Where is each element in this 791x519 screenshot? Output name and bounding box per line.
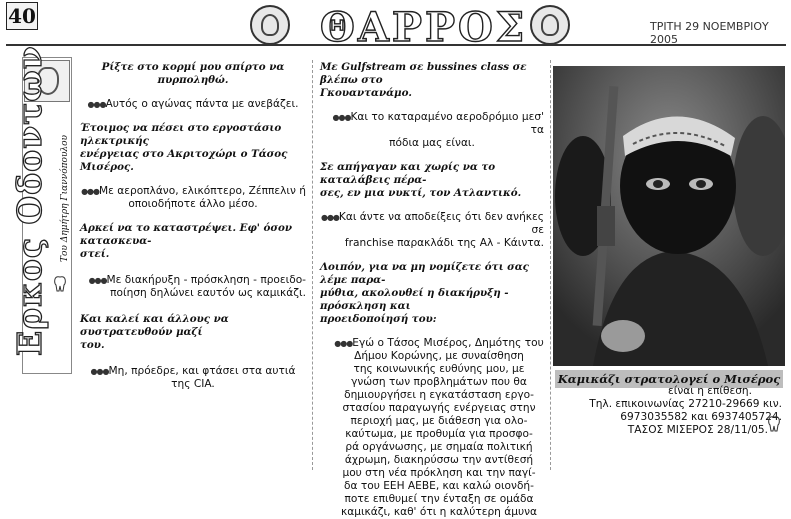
text-line: περιοχή μας, με διάθεση για ολο- [350, 415, 528, 427]
bullet-icon: ●●● [81, 187, 100, 196]
bullet-icon: ●●● [320, 213, 339, 222]
text-line: Λοιπόν, για να μη νομίζετε ότι σας λέμε παρα- [320, 261, 529, 286]
column-byline: Του Δημήτρη Γιαννόπουλου [60, 134, 70, 262]
text-line: Έτοιμος να πέσει στο εργοστάσιο ηλεκτρικής [80, 122, 282, 147]
text-line: μου στη νέα πρόκληση και την παγί- [342, 467, 536, 479]
text-line: ποίηση δηλώνει εαυτόν ως καμικάζι. [110, 287, 306, 299]
text-line: Γκουαντανάμο. [320, 87, 413, 99]
paragraph [320, 61, 544, 100]
paragraph [320, 111, 544, 150]
text-line: ρά οργάνωσης, με σημαία πολιτική [345, 441, 533, 453]
paragraph [80, 274, 306, 300]
paragraph [80, 313, 306, 352]
text-line: Δήμου Κορώνης, με συναίσθηση [354, 350, 524, 362]
text-line: ποτε επιθυμεί την ένταξη σε ομάδα [344, 493, 534, 505]
paragraph [80, 185, 306, 211]
text-line: σες, εν μια νυκτί, τον Ατλαντικό. [320, 187, 522, 199]
text-line: δημιουργήσει η εγκατάσταση εργο- [344, 389, 534, 401]
tooth-icon [54, 276, 66, 292]
text-line: δα του ΕΕΗ ΑΕΒΕ, και καλώ οιονδή- [344, 480, 534, 492]
text-line: στεί. [80, 248, 110, 260]
text-line: 6973035582 και 6937405724. [620, 411, 782, 423]
paragraph [80, 222, 306, 261]
bullet-icon: ●●● [334, 339, 353, 348]
photo-caption: Καμικάζι στρατολογεί ο Μισέρος [555, 370, 783, 388]
masthead: ΘΑΡΡΟΣ [320, 4, 528, 51]
left-seal-icon [250, 5, 290, 45]
text-line: προειδοποίησή του: [320, 313, 437, 325]
text-line: Αρκεί να το καταστρέψει. Εφ' όσον κατασκευα- [80, 222, 293, 247]
page-number: 40 [6, 2, 38, 30]
text-line: ΤΑΣΟΣ ΜΙΣΕΡΟΣ 28/11/05. [627, 424, 768, 436]
paragraph: Ρίξτε στο κορμί μου σπίρτο να πυρποληθώ. [101, 61, 285, 86]
text-line: Με διακήρυξη - πρόσκληση - προειδο- [106, 274, 306, 286]
text-line: του. [80, 339, 105, 351]
text-line: στασίου παραγωγής ενέργειας στην [342, 402, 536, 414]
text-line: γνώση των προβλημάτων που θα [351, 376, 527, 388]
paragraph [320, 211, 544, 250]
declaration-quote [334, 337, 544, 519]
bullet-icon: ●●● [87, 100, 106, 109]
text-line: της κοινωνικής ευθύνης μου, με [353, 363, 525, 375]
photo-illustration [553, 66, 785, 366]
text-line: Με Gulfstream σε bussines class σε βλέπω στο [320, 61, 527, 86]
text-line: είναι η επίθεση. [668, 385, 752, 397]
text-line: μύθια, ακολουθεί η διακήρυξη - πρόσκληση και [320, 287, 509, 312]
text-line: Εγώ ο Τάσος Μισέρος, Δημότης του [352, 337, 544, 349]
text-line: οποιοδήποτε άλλο μέσο. [128, 198, 258, 210]
text-line: Τηλ. επικοινωνίας 27210-29669 κιν. [589, 398, 782, 410]
text-line: καύτωμα, με προθυμία για προσφο- [345, 428, 533, 440]
column-1 [80, 61, 306, 391]
text-line: καμικάζι, καθ' ότι η καλύτερη άμυνα [340, 506, 538, 518]
tooth-icon [768, 416, 780, 432]
column-2 [320, 61, 544, 519]
text-line: πόδια μας είναι. [389, 137, 475, 149]
masked-man-photo [553, 66, 785, 366]
right-seal-icon [530, 5, 570, 45]
text-line: Και άντε να αποδείξεις ότι δεν ανήκες σε [338, 211, 544, 236]
bullet-icon: ●●● [88, 276, 107, 285]
text-line: άχρωμη, διακηρύσσω την αντίθεσή [344, 454, 534, 466]
paragraph [320, 161, 544, 200]
header-rule [6, 44, 786, 46]
paragraph [80, 365, 306, 391]
column-title: Ερκος Οδοντων [10, 45, 49, 356]
issue-date: ΤΡΙΤΗ 29 ΝΟΕΜΒΡΙΟΥ 2005 [650, 20, 769, 46]
text: Μη, πρόεδρε, και φτάσει στα αυτιά της CIA. [108, 365, 296, 390]
text-line: Σε απήγαγαν και χωρίς να το καταλάβεις πέρα- [320, 161, 496, 186]
text-line: ενέργειας στο Ακριτοχώρι ο Τάσος Μισέρος. [80, 148, 288, 173]
column-3-text [556, 385, 782, 437]
paragraph [80, 98, 306, 111]
column-separator [550, 60, 551, 470]
bullet-icon: ●●● [332, 113, 351, 122]
text-line: Με αεροπλάνο, ελικόπτερο, Ζέππελιν ή [99, 185, 306, 197]
text-line: Και καλεί και άλλους να συστρατευθούν μαζί [80, 313, 229, 338]
paragraph [320, 261, 544, 326]
paragraph [80, 122, 306, 174]
text-line: Και το καταραμένο αεροδρόμιο μεσ' τα [350, 111, 544, 136]
column-separator [312, 60, 313, 470]
bullet-icon: ●●● [90, 367, 109, 376]
text-line: franchise παρακλάδι της Αλ - Κάιντα. [344, 237, 544, 249]
text: Αυτός ο αγώνας πάντα με ανεβάζει. [105, 98, 299, 110]
